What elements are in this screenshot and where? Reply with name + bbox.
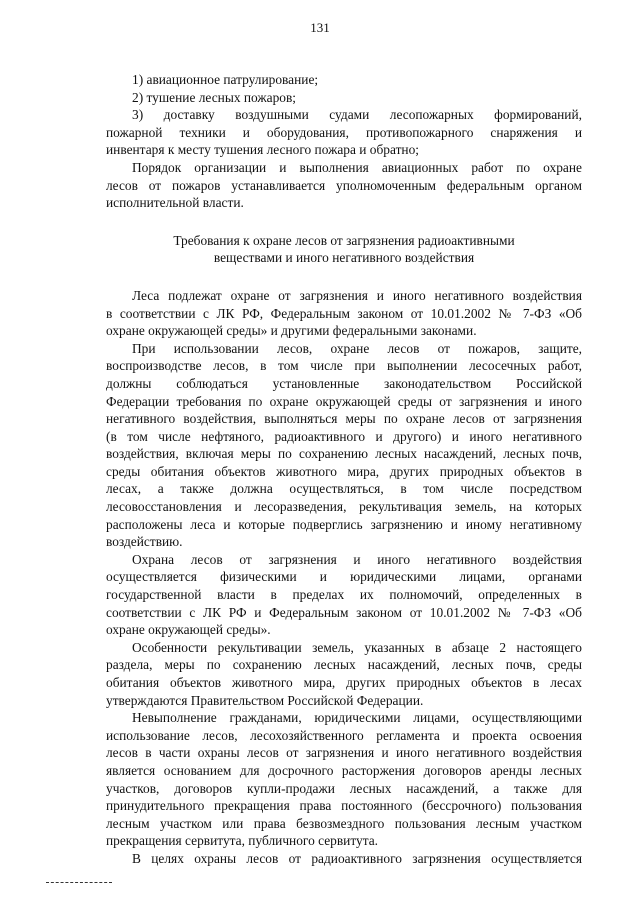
paragraph-line: Охрана лесов от загрязнения и иного негативного воздействия — [132, 551, 582, 567]
paragraph-line: использование лесов, лесохозяйственного регламента и проекта освоения — [106, 727, 582, 743]
paragraph-line: должны соблюдаться установленные законодательством Российской — [106, 375, 582, 391]
paragraph-line: среды обитания объектов животного мира, других природных объектов в — [106, 463, 582, 479]
page-number: 131 — [310, 20, 330, 35]
paragraph-line: (в том числе нефтяного, радиоактивного и другого) и иного негативного — [106, 428, 582, 444]
paragraph-line: участков, договоров купли-продажи лесных насаждений, а также для — [106, 780, 582, 796]
paragraph-line: лесах, а также должна осуществляться, в том числе посредством — [106, 481, 582, 497]
section-heading-line: веществами и иного негативного воздействия — [213, 250, 475, 266]
paragraph-line: исполнительной власти. — [106, 195, 244, 211]
paragraph-line: лесовосстановления и лесоразведения, рекультивация земель, на которых — [106, 499, 582, 515]
paragraph-line: воздействия, включая меры по сохранению лесных насаждений, лесных почв, — [106, 446, 582, 462]
paragraph-line: прекращения сервитута, публичного сервитута. — [106, 833, 379, 849]
paragraph-line: соответствии с ЛК РФ и Федеральным законом от 10.01.2002 № 7-ФЗ «Об — [106, 604, 582, 620]
paragraph-line: в соответствии с ЛК РФ, Федеральным законом от 10.01.2002 № 7-ФЗ «Об — [106, 305, 582, 321]
paragraph-line: осуществляется физическими и юридическими лицами, органами — [106, 569, 582, 585]
paragraph-line: охране окружающей среды». — [106, 622, 271, 638]
paragraph-line: принудительного прекращения права постоянного (бессрочного) пользования — [106, 798, 582, 814]
list-item-2: 2) тушение лесных пожаров; — [132, 89, 297, 105]
list-item-3-line: 3) доставку воздушными судами лесопожарных формирований, — [132, 107, 582, 123]
paragraph-line: утверждаются Правительством Российской Федерации. — [106, 692, 424, 708]
list-item-3-line: пожарной техники и оборудования, противопожарного снаряжения и — [106, 124, 582, 140]
paragraph-line: обитания объектов животного мира, других природных объектов в лесах — [106, 675, 582, 690]
paragraph-line: В целях охраны лесов от радиоактивного загрязнения осуществляется — [132, 850, 582, 866]
paragraph-line: охране окружающей среды» и другими федеральными законами. — [106, 323, 477, 339]
paragraph-line: воспроизводстве лесов, в том числе при выполнении лесосечных работ, — [106, 358, 582, 374]
footnote-separator — [46, 882, 112, 883]
paragraph-line: При использовании лесов, охране лесов от пожаров, защите, — [132, 340, 582, 356]
paragraph-line: раздела, меры по сохранению лесных насаждений, лесных почв, среды — [106, 657, 582, 673]
paragraph-line: воздействию. — [106, 534, 183, 550]
list-item-1: 1) авиационное патрулирование; — [132, 72, 319, 87]
document-body — [106, 71, 582, 868]
paragraph-line: Невыполнение гражданами, юридическими лицами, осуществляющими — [132, 710, 582, 726]
list-item-3-line: инвентаря к месту тушения лесного пожара и обратно; — [106, 142, 419, 158]
paragraph-line: Федерации требования по охране окружающей среды от загрязнения и иного — [106, 393, 582, 409]
paragraph-line: лесным участком или права безвозмездного пользования лесным участком — [106, 815, 582, 831]
paragraph-line: лесов от пожаров устанавливается уполномоченным федеральным органом — [106, 177, 582, 193]
section-heading-line: Требования к охране лесов от загрязнения радиоактивными — [173, 232, 515, 248]
paragraph-line: расположены леса и которые подверглись загрязнению и иному негативному — [106, 516, 582, 532]
paragraph-line: негативного воздействия, выполняться меры по охране лесов от загрязнения — [106, 411, 582, 427]
paragraph-line: Особенности рекультивации земель, указанных в абзаце 2 настоящего — [132, 639, 582, 655]
paragraph-line: Леса подлежат охране от загрязнения и иного негативного воздействия — [132, 287, 582, 303]
paragraph-line: является основанием для досрочного расторжения договоров аренды лесных — [106, 762, 582, 778]
paragraph-line: государственной власти в пределах их полномочий, определенных в — [106, 587, 582, 603]
paragraph-line: лесов в части охраны лесов от загрязнения и иного негативного воздействия — [106, 745, 582, 761]
paragraph-line: Порядок организации и выполнения авиационных работ по охране — [132, 159, 582, 175]
